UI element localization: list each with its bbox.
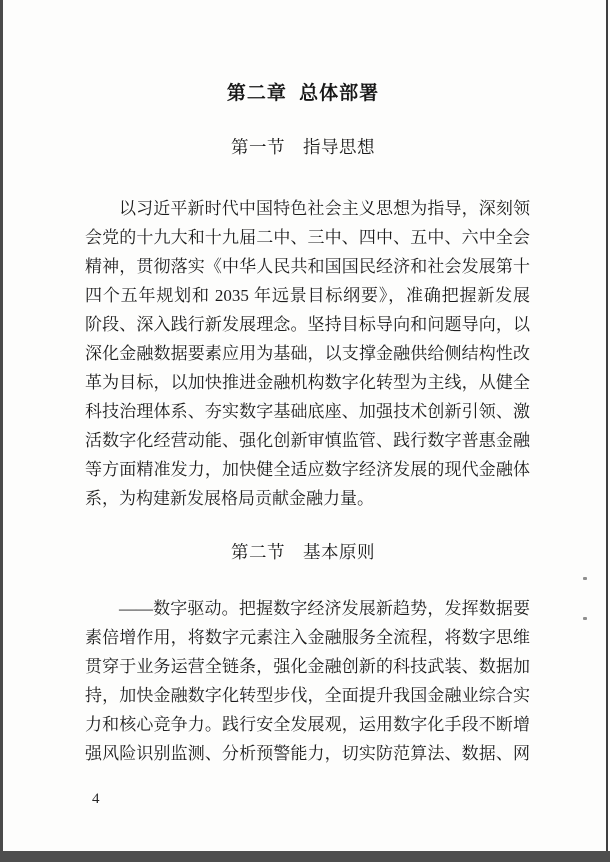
text-line: 会党的十九大和十九届二中、三中、四中、五中、六中全会	[85, 228, 530, 247]
section-1-title: 第一节 指导思想	[231, 137, 375, 157]
text-line: ——数字驱动。把握数字经济发展新趋势，发挥数据要	[119, 599, 530, 618]
text-line: 以习近平新时代中国特色社会主义思想为指导，深刻领	[119, 199, 530, 218]
scan-edge-bottom	[0, 851, 610, 862]
section-2-paragraph	[85, 594, 530, 768]
scan-speck	[583, 577, 587, 580]
text-line: 革为目标，以加快推进金融机构数字化转型为主线，从健全	[85, 373, 530, 392]
text-line: 深化金融数据要素应用为基础，以支撑金融供给侧结构性改	[85, 344, 530, 363]
text-line: 阶段、深入践行新发展理念。坚持目标导向和问题导向，以	[85, 315, 530, 334]
text-line: 强风险识别监测、分析预警能力，切实防范算法、数据、网	[85, 744, 530, 763]
text-line: 科技治理体系、夯实数字基础底座、加强技术创新引领、激	[85, 402, 530, 421]
text-line: 四个五年规划和 2035 年远景目标纲要》，准确把握新发展	[85, 286, 530, 305]
scan-edge-right	[606, 0, 608, 862]
text-line: 持，加快金融数字化转型步伐，全面提升我国金融业综合实	[85, 686, 530, 705]
text-line: 等方面精准发力，加快健全适应数字经济发展的现代金融体	[85, 460, 530, 479]
page-number: 4	[92, 791, 100, 807]
text-line: 系，为构建新发展格局贡献金融力量。	[85, 489, 374, 508]
section-2-title: 第二节 基本原则	[231, 542, 375, 562]
text-line: 素倍增作用，将数字元素注入金融服务全流程，将数字思维	[85, 628, 530, 647]
text-line: 贯穿于业务运营全链条，强化金融创新的科技武装、数据加	[85, 657, 530, 676]
text-line: 精神，贯彻落实《中华人民共和国国民经济和社会发展第十	[85, 257, 530, 276]
chapter-title: 第二章 总体部署	[226, 83, 380, 104]
scan-edge-left	[0, 0, 3, 862]
scan-speck	[583, 617, 587, 620]
text-line: 活数字化经营动能、强化创新审慎监管、践行数字普惠金融	[85, 431, 530, 450]
section-1-paragraph	[85, 194, 530, 513]
text-line: 力和核心竞争力。践行安全发展观，运用数字化手段不断增	[85, 715, 530, 734]
